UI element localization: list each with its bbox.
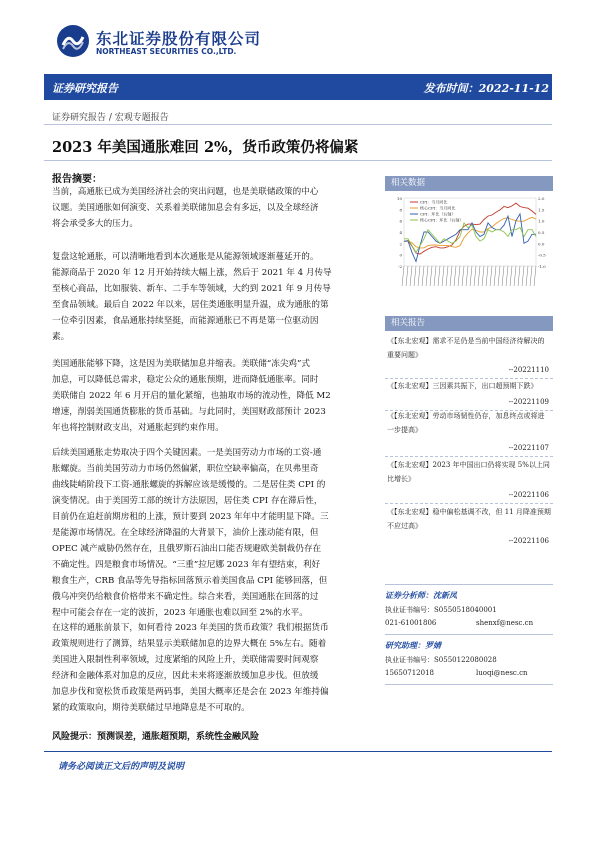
chart-x-tick: [446, 266, 448, 286]
paragraph-line: 加息步伐和宽松货币政策是两码事，美国大概率还是会在 2023 年维持偏: [52, 687, 329, 697]
chart-x-tick: [450, 266, 452, 286]
paragraph-line: 演变情况。由于美国劳工部的统计方法原因，居住类 CPI 存在滞后性，: [52, 496, 323, 506]
chart-x-tick: [530, 266, 532, 286]
chart-x-tick: [494, 266, 496, 286]
paragraph-line: 当前，高通胀已成为美国经济社会的突出问题，也是美联储政策的中心: [52, 187, 319, 197]
divider: [44, 751, 552, 752]
risk-warning: 风险提示：预测误差，通胀超预期，系统性金融风险: [52, 732, 260, 742]
chart-x-tick: [502, 266, 504, 286]
paragraph-line: 粮食生产，CRB 食品等先导指标回落预示着美国食品 CPI 能够回落，但: [52, 576, 328, 586]
paragraph-line: 美国进入限制性利率领域，过度紧缩的风险上升，美联储需要时间观察: [52, 655, 319, 665]
divider: [44, 160, 552, 161]
abstract-paragraph-3: [52, 356, 382, 436]
paragraph-line: 至核心商品，比如服装、新车、二手车等领域，大约到 2021 年 9 月传导: [52, 284, 331, 294]
chart-x-tick: [474, 266, 476, 286]
chart-x-tick: [426, 266, 428, 286]
chart-x-tick: [454, 266, 456, 286]
paragraph-line: 美联储自 2022 年 6 月开启的量化紧缩，也抽取市场的流动性，降低 M2: [52, 391, 331, 401]
paragraph-line: 一位牵引因素，食品通胀持续坚挺，而能源通胀已不再是第一位驱动因: [52, 316, 319, 326]
chart-x-tick: [470, 266, 472, 286]
analyst-email[interactable]: luoqi@nesc.cn: [476, 669, 528, 677]
chart-x-tick: [402, 266, 404, 286]
paragraph-line: OPEC 减产威胁仍然存在，且俄罗斯石油出口能否规避欧美制裁仍存在: [52, 544, 322, 554]
paragraph-line: 加息，可以降低总需求，稳定公众的通胀预期，进而降低通胀率。同时: [52, 375, 319, 385]
chart-x-tick: [418, 266, 420, 286]
paragraph-line: 能源商品于 2020 年 12 月开始持续大幅上涨，然后于 2021 年 4 月传导: [52, 268, 332, 278]
paragraph-line: 程中可能会存在一定的波折，2023 年通胀也难以回至 2%的水平。: [52, 608, 308, 618]
company-logo-icon: [56, 24, 90, 58]
chart-y-tick-left: -2: [398, 264, 402, 269]
abstract-paragraph-4: [52, 445, 382, 621]
abstract-paragraph-1: [52, 184, 382, 232]
analyst-license: 执业证书编号：S0550518040001: [385, 606, 497, 614]
breadcrumb: 证券研究报告 / 宏观专题报告: [52, 113, 169, 123]
cpi-chart: [390, 192, 550, 294]
chart-x-tick: [478, 266, 480, 286]
disclaimer-text: 请务必阅读正文后的声明及说明: [58, 762, 185, 772]
divider: [385, 634, 553, 635]
company-name-cn: 东北证券股份有限公司: [96, 30, 262, 48]
chart-y-tick-right: 1.0: [538, 218, 545, 224]
chart-legend-label: CPI：当月同比: [420, 199, 448, 205]
chart-y-tick-right: -1.0: [538, 264, 546, 269]
analyst-phone: 021-61001806: [385, 619, 437, 627]
paragraph-line: 议题。美国通胀如何演变、关系着美联储加息会有多远，以及全球经济: [52, 203, 319, 213]
related-report-link[interactable]: 《【东北宏观】需求不足仍是当前中国经济待解决的重要问题》: [387, 337, 545, 359]
chart-y-tick-right: 0.5: [538, 230, 545, 235]
chart-x-tick: [442, 266, 444, 286]
paragraph-line: 紧的政策取向，期待美联储过早地降息是不可取的。: [52, 703, 250, 713]
chart-y-tick-right: 2.0: [538, 196, 545, 201]
analyst-role-label: 证券分析师：: [385, 590, 433, 600]
analyst-role-label: 研究助理：: [385, 640, 425, 650]
abstract-paragraph-5: [52, 620, 382, 716]
chart-y-tick-right: 1.5: [538, 207, 545, 213]
chart-x-tick: [486, 266, 488, 286]
divider: [385, 456, 553, 457]
analyst-role: [385, 640, 441, 651]
chart-y-tick-left: 2: [399, 241, 402, 247]
abstract-paragraph-2: [52, 249, 382, 345]
chart-x-tick: [438, 266, 440, 286]
analyst-email[interactable]: shenxf@nesc.cn: [476, 619, 534, 627]
paragraph-line: 复盘这轮通胀，可以清晰地看到本次通胀是从能源领域逐渐蔓延开的。: [52, 252, 319, 262]
related-report-date: --20221107: [508, 444, 549, 452]
chart-y-tick-left: 10: [396, 196, 402, 201]
chart-y-tick-left: 8: [399, 207, 402, 213]
related-reports-heading: 相关报告: [385, 316, 553, 331]
chart-y-tick-left: 0: [399, 252, 402, 258]
related-report-link[interactable]: 《【东北宏观】2023 年中国出口仍将实现 5%以上同比增长》: [387, 461, 550, 483]
chart-y-tick-right: 0.0: [538, 241, 545, 247]
chart-x-tick: [526, 266, 528, 286]
related-report-date: --20221106: [508, 491, 549, 499]
report-type-label: 证券研究报告: [52, 82, 118, 95]
chart-x-tick: [458, 266, 460, 286]
analyst-phone: 15650712018: [385, 669, 434, 677]
paragraph-line: 将会承受多大的压力。: [52, 219, 138, 229]
chart-x-tick: [422, 266, 424, 286]
divider: [385, 503, 553, 504]
paragraph-line: 在这样的通胀前景下，如何看待 2023 年美国的货币政策？我们根据货币: [52, 623, 329, 633]
chart-x-tick: [534, 266, 536, 286]
paragraph-line: 是能源市场情况。在全球经济降温的大背景下，油价上涨动能有限，但: [52, 528, 319, 538]
related-report-link[interactable]: 《【东北宏观】稳中偏松基调不改，但 11 月降准预期不应过高》: [387, 508, 551, 530]
paragraph-line: 素。: [52, 332, 70, 342]
chart-x-tick: [510, 266, 512, 286]
chart-x-tick: [414, 266, 416, 286]
paragraph-line: 政策规则进行了测算，结果显示美联储加息的边界大概在 5%左右。随着: [52, 639, 327, 649]
analyst-role: [385, 590, 457, 601]
paragraph-line: 胀螺旋。当前美国劳动力市场仍然偏紧，职位空缺率偏高，在贝弗里奇: [52, 464, 319, 474]
chart-y-tick-left: 4: [399, 230, 402, 235]
chart-x-tick: [410, 266, 412, 286]
divider: [385, 584, 553, 585]
paragraph-line: 曲线陡峭阶段下工资-通胀螺旋的拆解应该是缓慢的。二是居住类 CPI 的: [52, 480, 326, 490]
paragraph-line: 至食品领域。最后自 2022 年以来，居住类通胀明显升温，成为通胀的第: [52, 300, 329, 310]
related-report-date: --20221110: [508, 366, 549, 374]
page-title: 2023 年美国通胀难回 2%，货币政策仍将偏紧: [52, 139, 359, 156]
paragraph-line: 后续美国通胀走势取决于四个关键因素。一是美国劳动力市场的工资-通: [52, 448, 322, 458]
publish-date-label: 发布时间：2022-11-12: [423, 82, 549, 95]
chart-y-tick-right: -0.5: [538, 252, 546, 258]
paragraph-line: 美国通胀能够下降，这是因为美联储加息并缩表。美联储“冻尖鸡”式: [52, 359, 311, 369]
chart-x-tick: [462, 266, 464, 286]
related-report-date: --20221106: [508, 537, 549, 545]
related-data-heading: 相关数据: [385, 176, 553, 191]
chart-y-tick-left: 6: [399, 218, 402, 224]
divider: [385, 684, 553, 685]
paragraph-line: 目前仍在追赶前期房租的上涨，预计要到 2023 年年中才能明显下降。三: [52, 512, 329, 522]
paragraph-line: 俄乌冲突仍给粮食价格带来不确定性。综合来看，美国通胀在回落的过: [52, 592, 319, 602]
related-report-date: --20221109: [508, 398, 549, 406]
chart-x-tick: [498, 266, 500, 286]
chart-x-tick: [518, 266, 520, 286]
related-report-link[interactable]: 《【东北宏观】劳动市场韧性仍存，加息终点或将进一步提高》: [387, 412, 545, 434]
paragraph-line: 经济和金融体系对加息的反应，因此未来将逐渐放缓加息步伐。但放缓: [52, 671, 319, 681]
paragraph-line: 不确定性。四是粮食市场情况。“三重”拉尼娜 2023 年有望结束，利好: [52, 560, 321, 570]
analyst-license: 执业证书编号：S0550122080028: [385, 656, 497, 664]
divider: [44, 124, 552, 125]
chart-x-tick: [514, 266, 516, 286]
chart-x-tick: [430, 266, 432, 286]
chart-legend-label: 核心CPI：环比（右轴）: [420, 217, 464, 223]
chart-x-tick: [490, 266, 492, 286]
related-report-link[interactable]: 《【东北宏观】三因素共振下，出口超预期下跌》: [387, 382, 538, 390]
company-name-en: NORTHEAST SECURITIES CO.,LTD.: [96, 47, 237, 56]
chart-legend-label: CPI：环比（右轴）: [420, 211, 456, 217]
chart-x-tick: [466, 266, 468, 286]
chart-x-tick: [434, 266, 436, 286]
chart-legend-label: 核心CPI：当月同比: [420, 205, 456, 211]
paragraph-line: 增速，削弱美国通货膨胀的货币基础。与此同时，美国财政部预计 2023: [52, 407, 326, 417]
abstract-heading: 报告摘要：: [52, 174, 102, 185]
chart-x-tick: [406, 266, 408, 286]
paragraph-line: 年也将控制财政支出，对通胀起到约束作用。: [52, 423, 224, 433]
analyst-name: 罗婧: [425, 640, 441, 650]
analyst-name: 沈新凤: [433, 590, 457, 600]
chart-x-tick: [482, 266, 484, 286]
chart-x-tick: [506, 266, 508, 286]
chart-x-tick: [522, 266, 524, 286]
